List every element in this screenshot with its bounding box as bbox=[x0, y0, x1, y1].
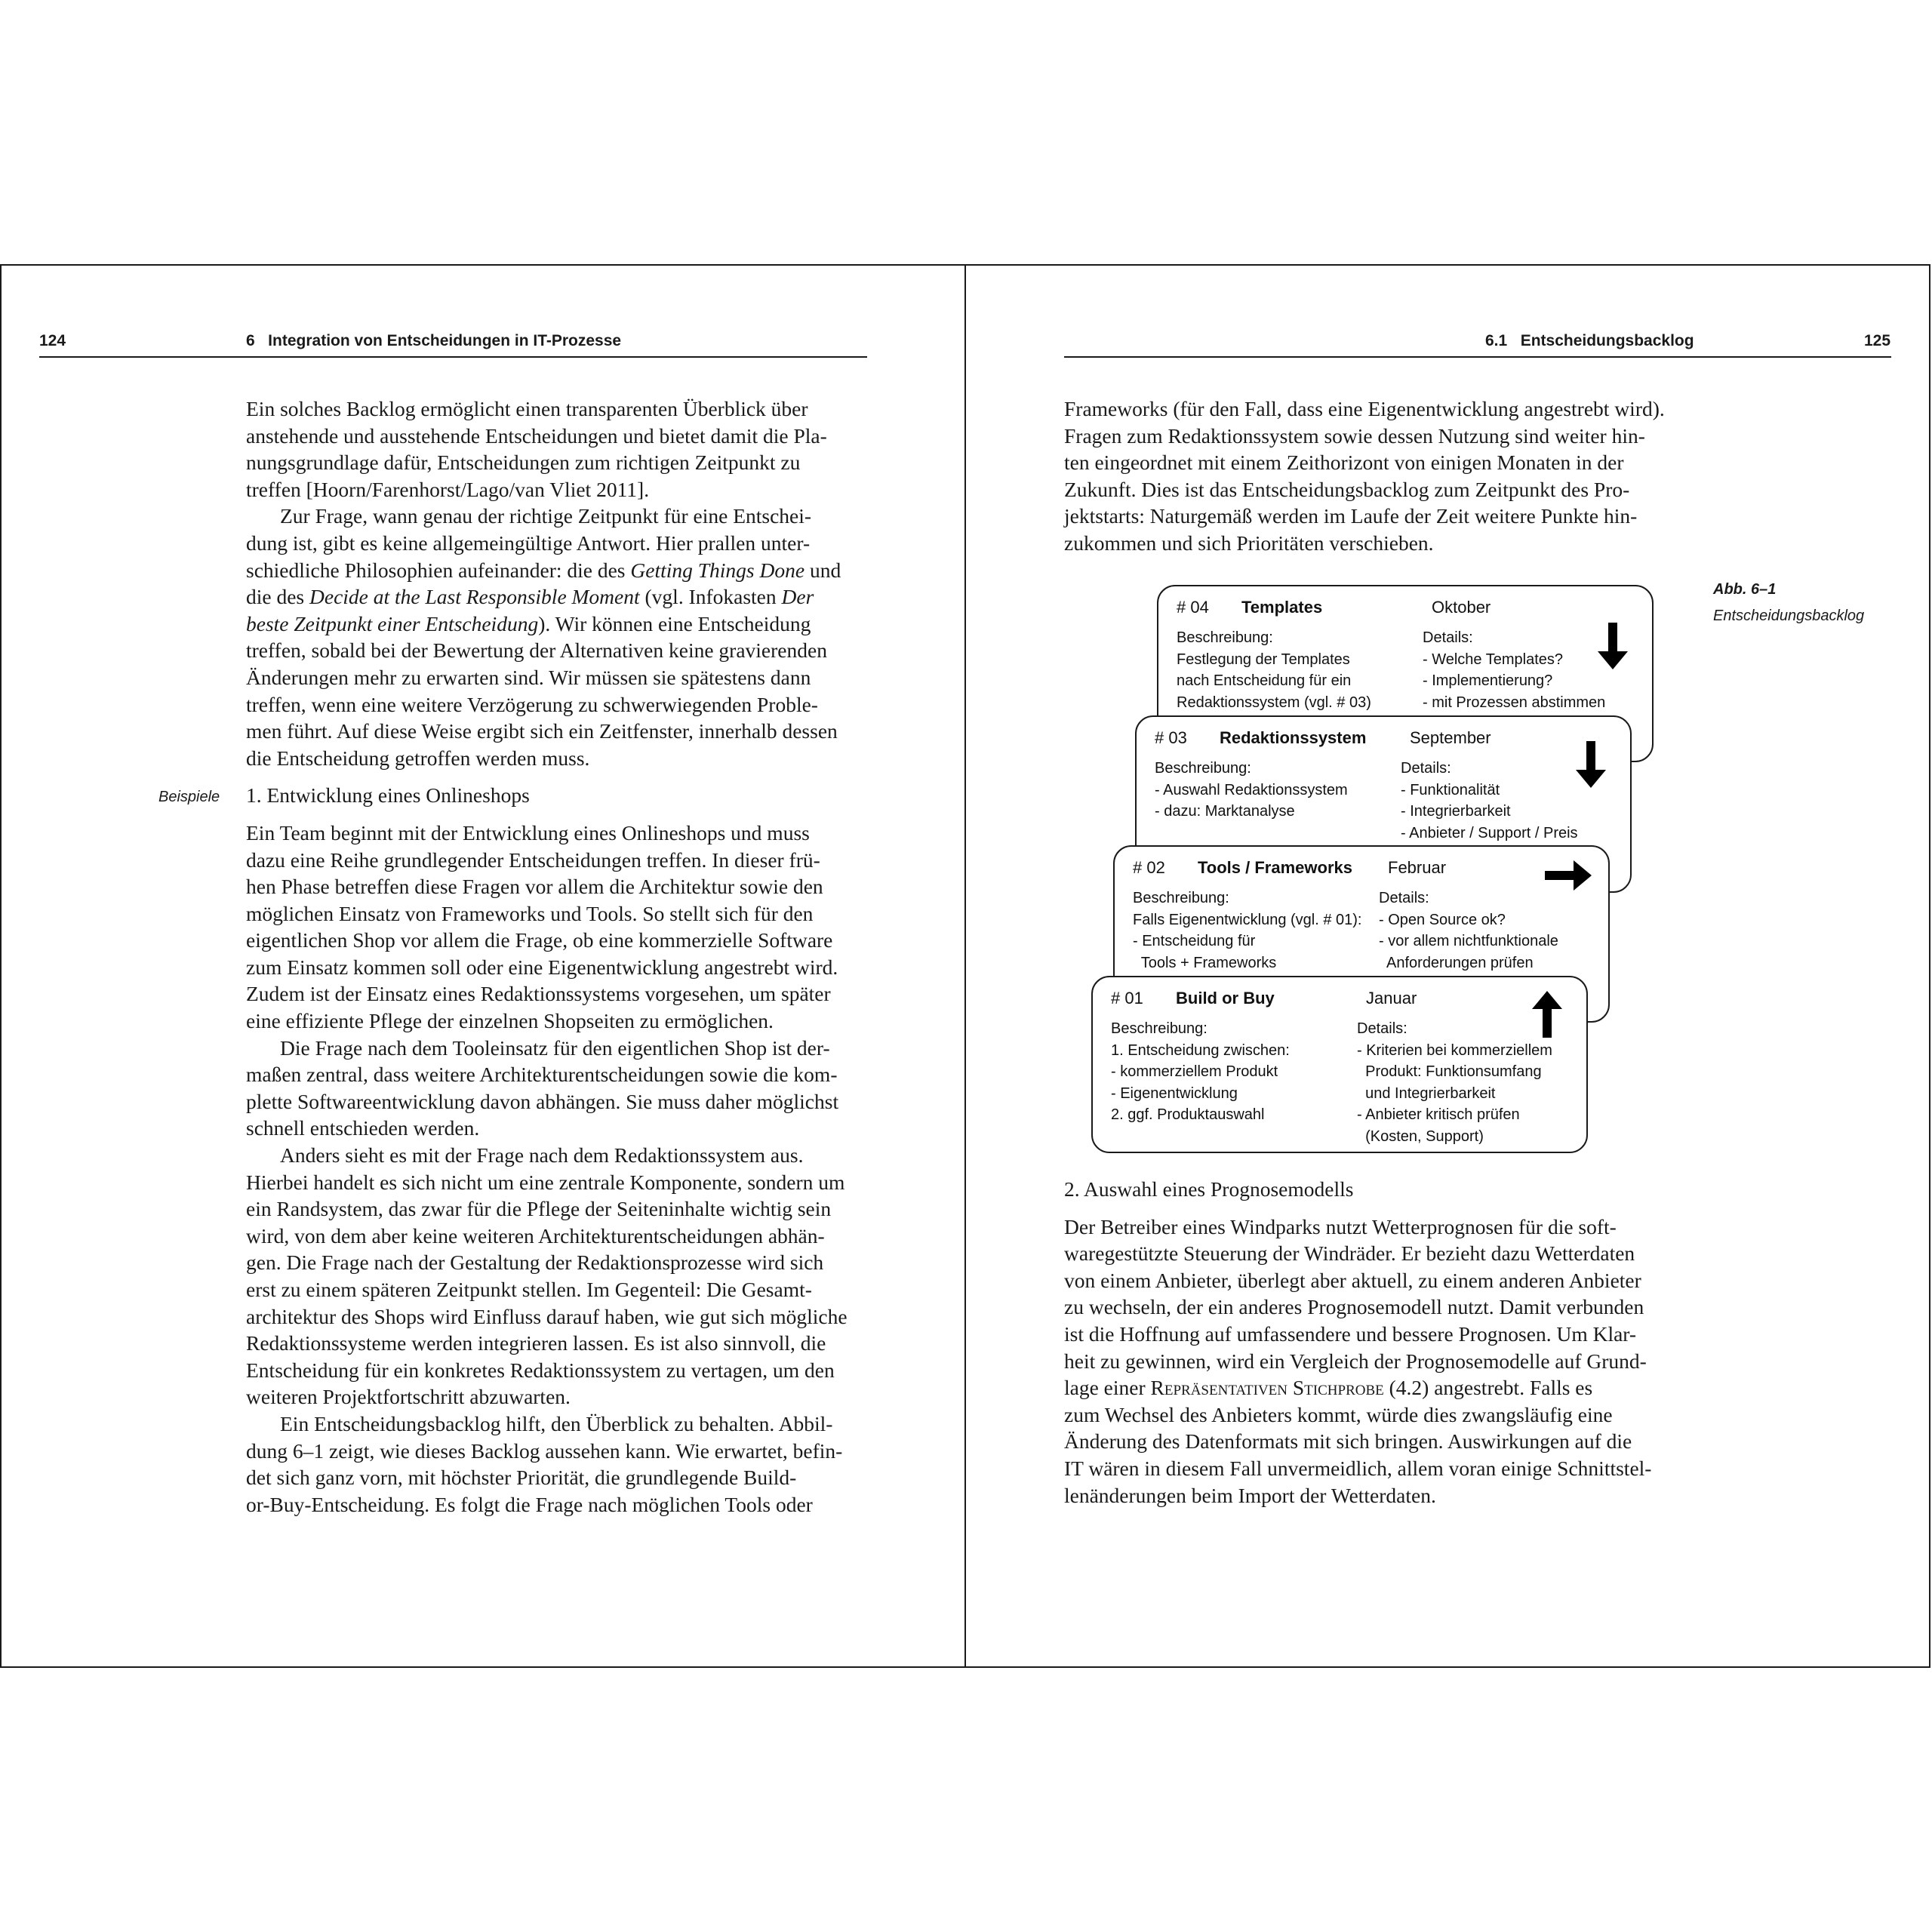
text-line: treffen [Hoorn/Farenhorst/Lago/van Vliet 2011]. bbox=[246, 477, 650, 501]
card-description: Beschreibung: - Auswahl Redaktionssystem - dazu: Marktanalyse bbox=[1155, 760, 1348, 820]
arrow-up-icon bbox=[1532, 991, 1562, 1044]
card-details: Details: - Funktionalität - Integrierbarkeit - Anbieter / Support / Preis bbox=[1401, 760, 1578, 841]
text-segment: ). Wir können eine Entscheidung bbox=[538, 611, 811, 635]
right-paragraph-2-line bbox=[1064, 1374, 1684, 1401]
text-segment: die des bbox=[246, 585, 310, 609]
left-paragraph-2-line bbox=[246, 611, 866, 638]
text-line: ist die Hoffnung auf umfassendere und bessere Prognosen. Um Klar- bbox=[1064, 1321, 1637, 1346]
text-line: zu wechseln, der ein anderes Prognosemodell nutzt. Damit verbunden bbox=[1064, 1295, 1644, 1319]
page-gutter bbox=[964, 264, 966, 1668]
left-paragraph-6 bbox=[246, 1411, 866, 1518]
left-paragraph-2-line bbox=[246, 583, 866, 611]
card-title: Build or Buy bbox=[1176, 989, 1275, 1008]
text-line: schnell entschieden werden. bbox=[246, 1116, 480, 1140]
left-page-body bbox=[246, 395, 866, 1518]
right-paragraph-2a bbox=[1064, 1214, 1684, 1375]
text-line: anstehende und ausstehende Entscheidungen und bietet damit die Pla- bbox=[246, 423, 827, 448]
card-title: Templates bbox=[1241, 598, 1323, 617]
arrow-down-icon bbox=[1576, 741, 1606, 795]
arrow-right-icon bbox=[1545, 860, 1592, 897]
left-paragraph-2-rest bbox=[246, 637, 866, 771]
card-title: Redaktionssystem bbox=[1220, 728, 1367, 747]
text-line: men führt. Auf diese Weise ergibt sich ein Zeitfenster, innerhalb dessen bbox=[246, 719, 838, 743]
card-month: Februar bbox=[1388, 858, 1447, 877]
text-line: lenänderungen beim Import der Wetterdaten. bbox=[1064, 1483, 1436, 1507]
card-number: # 03 bbox=[1155, 728, 1187, 747]
text-line: Frameworks (für den Fall, dass eine Eigenentwicklung angestrebt wird). bbox=[1064, 397, 1665, 420]
text-line: Ein Team beginnt mit der Entwicklung eines Onlineshops und muss bbox=[246, 820, 810, 844]
right-page-number: 125 bbox=[1864, 332, 1891, 349]
right-running-head: 6.1 Entscheidungsbacklog bbox=[1485, 332, 1694, 349]
text-line: eigentlichen Shop vor allem die Frage, ob eine kommerzielle Software bbox=[246, 928, 833, 952]
text-segment: lage einer bbox=[1064, 1376, 1151, 1400]
text-line: Entscheidung für ein konkretes Redaktionssystem zu vertagen, um den bbox=[246, 1358, 835, 1382]
example-heading-1: 1. Entwicklung eines Onlineshops bbox=[246, 783, 530, 808]
text-line: treffen, wenn eine weitere Verzögerung zu schwerwiegenden Proble- bbox=[246, 692, 818, 716]
text-line: Ein solches Backlog ermöglicht einen transparenten Überblick über bbox=[246, 397, 808, 420]
text-line: Hierbei handelt es sich nicht um eine zentrale Komponente, sondern um bbox=[246, 1170, 845, 1194]
card-details: Details: - Kriterien bei kommerziellem Produkt: Funktionsumfang und Integrierbarkeit - Anbieter kritisch prüfen (Kosten, Support) bbox=[1357, 1020, 1552, 1145]
text-segment: (vgl. Infokasten bbox=[639, 585, 782, 609]
text-line: weiteren Projektfortschritt abzuwarten. bbox=[246, 1385, 571, 1409]
text-line: Redaktionssysteme werden integrieren lassen. Es ist also sinnvoll, die bbox=[246, 1331, 826, 1355]
text-line: heit zu gewinnen, wird ein Vergleich der Prognosemodelle auf Grund- bbox=[1064, 1349, 1647, 1373]
text-line: det sich ganz vorn, mit höchster Priorität, die grundlegende Build- bbox=[246, 1466, 797, 1490]
card-number: # 04 bbox=[1177, 598, 1209, 617]
left-paragraph-2-line bbox=[246, 530, 866, 557]
text-line: zum Wechsel des Anbieters kommt, würde dies zwangsläufig eine bbox=[1064, 1402, 1613, 1426]
figure-caption bbox=[1713, 581, 1917, 625]
right-paragraph-2b bbox=[1064, 1401, 1684, 1509]
text-line: möglichen Einsatz von Frameworks und Tools. So stellt sich für den bbox=[246, 901, 814, 925]
text-line: Zudem ist der Einsatz eines Redaktionssystems vorgesehen, um später bbox=[246, 982, 831, 1006]
text-line: dung 6–1 zeigt, wie dieses Backlog aussehen kann. Wie erwartet, befin- bbox=[246, 1438, 843, 1463]
left-header-rule bbox=[39, 356, 867, 358]
example-heading-2: 2. Auswahl eines Prognosemodells bbox=[1064, 1177, 1354, 1201]
text-segment: (4.2) angestrebt. Falls es bbox=[1383, 1376, 1593, 1400]
text-line: architektur des Shops wird Einfluss darauf haben, wie gut sich mögliche bbox=[246, 1304, 848, 1328]
card-number: # 01 bbox=[1111, 989, 1143, 1008]
card-month: Januar bbox=[1366, 989, 1417, 1008]
text-line: hen Phase betreffen diese Fragen vor allem die Architektur sowie den bbox=[246, 875, 823, 899]
text-line: erst zu einem späteren Zeitpunkt stellen. Im Gegenteil: Die Gesamt- bbox=[246, 1278, 812, 1301]
text-line: maßen zentral, dass weitere Architekturentscheidungen sowie die kom- bbox=[246, 1063, 838, 1087]
decision-backlog-diagram bbox=[1087, 581, 1660, 1155]
text-line: plette Softwareentwicklung davon abhängen. Sie muss daher möglichst bbox=[246, 1089, 839, 1113]
text-segment: schiedliche Philosophien aufeinander: die des bbox=[246, 558, 631, 582]
text-line: eine effiziente Pflege der einzelnen Shopseiten zu ermöglichen. bbox=[246, 1009, 774, 1033]
card-month: Oktober bbox=[1432, 598, 1491, 617]
right-page-body-top bbox=[1064, 395, 1684, 557]
text-line: Die Frage nach dem Tooleinsatz für den eigentlichen Shop ist der- bbox=[280, 1035, 830, 1060]
left-paragraph-1 bbox=[246, 395, 866, 503]
text-line: waregestützte Steuerung der Windräder. Er bezieht dazu Wetterdaten bbox=[1064, 1241, 1635, 1266]
text-line: Änderungen mehr zu erwarten sind. Wir müssen sie spätestens dann bbox=[246, 665, 811, 689]
text-line: ten eingeordnet mit einem Zeithorizont von einigen Monaten in der bbox=[1064, 451, 1624, 475]
left-paragraph-5 bbox=[246, 1142, 866, 1411]
text-line: zum Einsatz kommen soll oder eine Eigenentwicklung angestrebt wird. bbox=[246, 955, 838, 979]
left-paragraph-2-line bbox=[246, 503, 866, 530]
text-line: dung ist, gibt es keine allgemeingültige Antwort. Hier prallen unter- bbox=[246, 531, 811, 555]
card-details: Details: - Welche Templates? - Implementierung? - mit Prozessen abstimmen bbox=[1423, 629, 1606, 711]
figure-caption-text: Entscheidungsbacklog bbox=[1713, 608, 1865, 624]
backlog-card bbox=[1091, 976, 1588, 1153]
text-line: von einem Anbieter, überlegt aber aktuell, zu einem anderen Anbieter bbox=[1064, 1268, 1641, 1292]
text-line: Der Betreiber eines Windparks nutzt Wetterprognosen für die soft- bbox=[1064, 1214, 1617, 1238]
margin-note-beispiele: Beispiele bbox=[158, 789, 220, 805]
right-header-rule bbox=[1064, 356, 1891, 358]
left-paragraph-4 bbox=[246, 1035, 866, 1142]
text-line: ein Randsystem, das zwar für die Pflege der Seiteninhalte wichtig sein bbox=[246, 1197, 832, 1221]
italic-title: beste Zeitpunkt einer Entscheidung bbox=[246, 611, 539, 635]
card-title: Tools / Frameworks bbox=[1198, 858, 1352, 877]
text-line: zukommen und sich Prioritäten verschieben. bbox=[1064, 531, 1434, 555]
right-paragraph-1 bbox=[1064, 395, 1684, 557]
text-line: treffen, sobald bei der Bewertung der Alternativen keine gravierenden bbox=[246, 638, 827, 663]
text-line: die Entscheidung getroffen werden muss. bbox=[246, 746, 590, 770]
figure-number: Abb. 6–1 bbox=[1713, 581, 1777, 598]
text-line: or-Buy-Entscheidung. Es folgt die Frage nach möglichen Tools oder bbox=[246, 1492, 813, 1516]
card-details: Details: - Open Source ok? - vor allem nichtfunktionale Anforderungen prüfen bbox=[1379, 890, 1558, 971]
right-page-body-bottom bbox=[1064, 1176, 1684, 1509]
text-line: wird, von dem aber keine weiteren Architekturentscheidungen abhän- bbox=[246, 1223, 825, 1247]
text-line: dazu eine Reihe grundlegender Entscheidungen treffen. In dieser frü- bbox=[246, 848, 820, 872]
left-running-head: 6 Integration von Entscheidungen in IT-Prozesse bbox=[246, 332, 622, 349]
left-paragraph-3 bbox=[246, 820, 866, 1035]
left-page-number: 124 bbox=[39, 332, 66, 349]
text-line: IT wären in diesem Fall unvermeidlich, allem voran einige Schnittstel- bbox=[1064, 1456, 1652, 1480]
text-segment: und bbox=[804, 558, 841, 582]
arrow-down-icon bbox=[1598, 623, 1628, 676]
text-line: Fragen zum Redaktionssystem sowie dessen Nutzung sind weiter hin- bbox=[1064, 423, 1645, 448]
text-line: Zur Frage, wann genau der richtige Zeitpunkt für eine Entschei- bbox=[280, 504, 812, 528]
text-line: Änderung des Datenformats mit sich bringen. Auswirkungen auf die bbox=[1064, 1429, 1632, 1454]
italic-title: Getting Things Done bbox=[630, 558, 805, 582]
card-month: September bbox=[1410, 728, 1491, 747]
text-line: nungsgrundlage dafür, Entscheidungen zum richtigen Zeitpunkt zu bbox=[246, 451, 801, 475]
text-line: gen. Die Frage nach der Gestaltung der Redaktionsprozesse wird sich bbox=[246, 1251, 824, 1275]
smallcaps-term: Repräsentativen Stichprobe bbox=[1150, 1376, 1384, 1400]
text-line: Anders sieht es mit der Frage nach dem Redaktionssystem aus. bbox=[280, 1143, 804, 1168]
card-description: Beschreibung: Festlegung der Templates nach Entscheidung für ein Redaktionssystem (vgl. # 03) bbox=[1177, 629, 1371, 711]
text-line: Ein Entscheidungsbacklog hilft, den Überblick zu behalten. Abbil- bbox=[280, 1411, 833, 1435]
text-line: jektstarts: Naturgemäß werden im Laufe der Zeit weitere Punkte hin- bbox=[1064, 504, 1638, 528]
left-paragraph-2-line bbox=[246, 557, 866, 584]
italic-title: Der bbox=[781, 585, 814, 609]
text-line: Zukunft. Dies ist das Entscheidungsbacklog zum Zeitpunkt des Pro- bbox=[1064, 477, 1630, 501]
card-description: Beschreibung: 1. Entscheidung zwischen: - kommerziellem Produkt - Eigenentwicklung 2. ggf. Produktauswahl bbox=[1111, 1020, 1290, 1123]
card-number: # 02 bbox=[1133, 858, 1165, 877]
italic-title: Decide at the Last Responsible Moment bbox=[309, 585, 640, 609]
card-description: Beschreibung: Falls Eigenentwicklung (vgl. # 01): - Entscheidung für Tools + Frameworks bbox=[1133, 890, 1362, 971]
